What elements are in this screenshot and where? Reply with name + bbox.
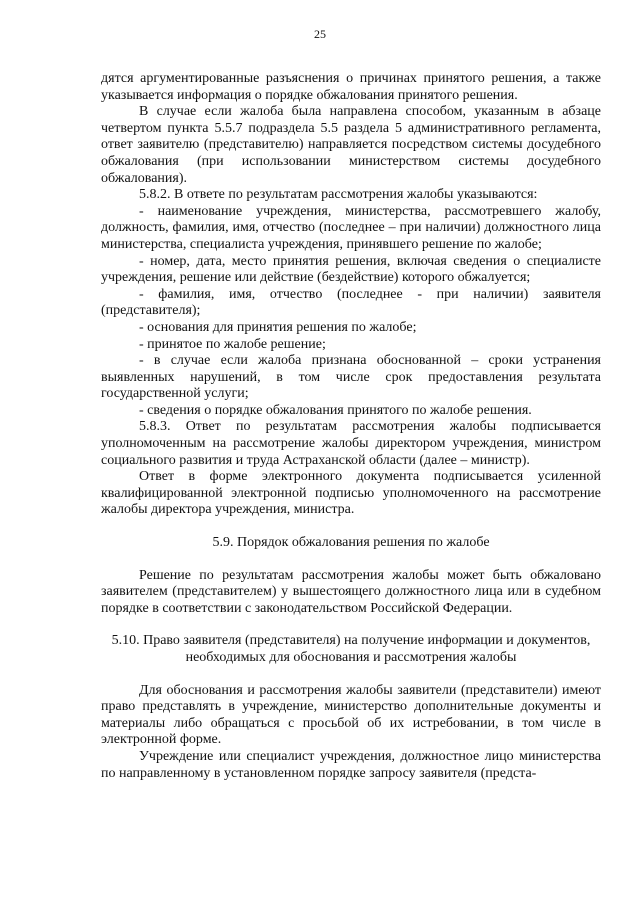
paragraph-clause-5-8-2: 5.8.2. В ответе по результатам рассмотрения жалобы указываются: [139, 187, 538, 203]
list-item: - сведения о порядке обжалования принятого по жалобе решения. [139, 402, 532, 418]
paragraph: В случае если жалоба была направлена способом, указанным в абзаце четвертом пункта 5.5.7 подраздела 5.5 раздела 5 административного регламента, ответ заявителю (представителю) направляется посредством системы досудебного обжалования (при использовании министерством системы досудебного обжалования). [101, 104, 601, 186]
list-item: - в случае если жалоба признана обоснованной – сроки устранения выявленных нарушений, в том числе срок предоставления результата государственной услуги; [101, 353, 601, 402]
paragraph-clause-5-8-3: 5.8.3. Ответ по результатам рассмотрения жалобы подписывается уполномоченным на рассмотрение жалобы директором учреждения, министром социального развития и труда Астраханской области (далее – министр). [101, 419, 601, 468]
paragraph: Для обоснования и рассмотрения жалобы заявители (представители) имеют право представлять в учреждение, министерство дополнительные документы и материалы либо обращаться с просьбой об их истребовании, в том числе в электронной форме. [101, 682, 601, 748]
paragraph-continued: дятся аргументированные разъяснения о причинах принятого решения, а также указывается информация о порядке обжалования принятого решения. [101, 71, 601, 103]
paragraph: Решение по результатам рассмотрения жалобы может быть обжаловано заявителем (представителем) у вышестоящего должностного лица или в судебном порядке в соответствии с законодательством Российской Федерации. [101, 567, 601, 616]
section-heading-5-10: 5.10. Право заявителя (представителя) на получение информации и документов, необходимых для обоснования и рассмотрения жалобы [111, 633, 591, 665]
page-number: 25 [314, 27, 326, 41]
paragraph: Учреждение или специалист учреждения, должностное лицо министерства по направленному в установленном порядке запросу заявителя (предста- [101, 748, 601, 781]
section-heading-5-9: 5.9. Порядок обжалования решения по жалобе [212, 535, 490, 551]
list-item: - принятое по жалобе решение; [139, 336, 326, 352]
document-body [101, 71, 601, 782]
list-item: - основания для принятия решения по жалобе; [139, 319, 417, 335]
paragraph: Ответ в форме электронного документа подписывается усиленной квалифицированной электронной подписью уполномоченного на рассмотрение жалобы директора учреждения, министра. [101, 469, 601, 518]
list-item: - фамилия, имя, отчество (последнее - при наличии) заявителя (представителя); [101, 286, 601, 319]
list-item: - наименование учреждения, министерства, рассмотревшего жалобу, должность, фамилия, имя, отчество (последнее – при наличии) должностного лица министерства, специалиста учреждения, принявшего решение по жалобе; [101, 203, 601, 252]
list-item: - номер, дата, место принятия решения, включая сведения о специалисте учреждения, решение или действие (бездействие) которого обжалуется; [101, 253, 601, 286]
